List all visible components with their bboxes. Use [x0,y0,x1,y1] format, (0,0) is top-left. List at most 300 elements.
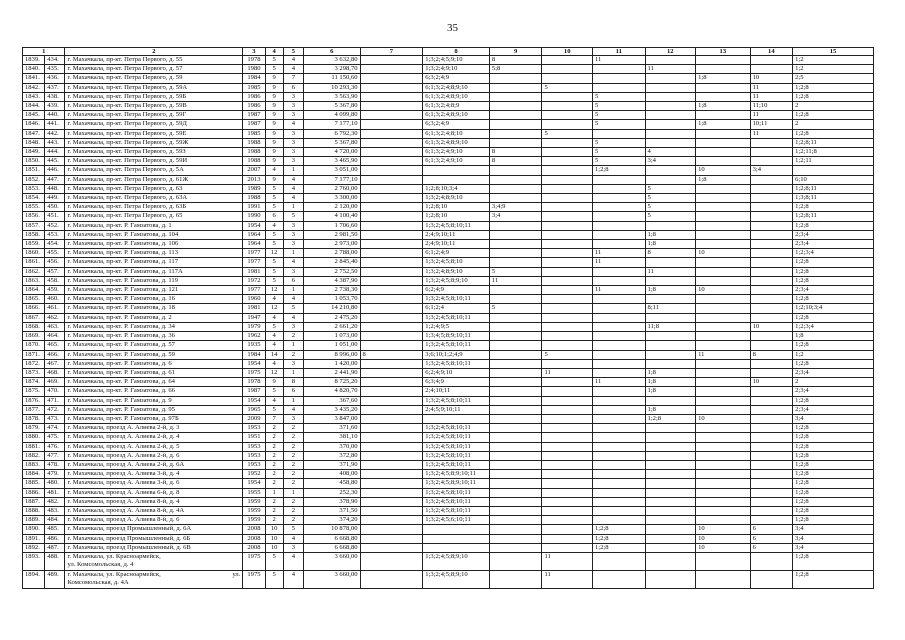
col8-cell: 1;3;2;4;5;8;10;11 [423,359,490,368]
col15-cell: 2;3;4 [793,405,874,414]
col7-cell [360,460,423,469]
col7-cell [360,332,423,341]
col12-cell [645,138,696,147]
row-number: 1883. [23,460,45,469]
col9-cell [489,83,542,92]
col15-cell: 1;8 [793,332,874,341]
table-row [23,65,874,74]
table-row [23,506,874,515]
floors-cell: 5 [265,194,283,203]
floors-cell: 12 [265,368,283,377]
area-cell: 371,50 [303,506,360,515]
col15-cell: 1;2;8 [793,276,874,285]
col8-cell: 1;2;8;10 [423,203,490,212]
year-cell: 1965 [243,405,265,414]
col8-cell: 1;3;2;4;5;8;9;10;11 [423,479,490,488]
col14-cell [750,424,792,433]
col8-cell: 1;3;2;4;5;8;10;11 [423,221,490,230]
col9-cell [489,194,542,203]
col14-cell [750,488,792,497]
col13-cell [696,65,751,74]
col11-cell [592,74,645,83]
col12-cell [645,74,696,83]
col13-cell [696,479,751,488]
col10-cell [542,65,593,74]
table-row [23,240,874,249]
address-cell: г. Махачкала, пр-кт. Р. Гамзатова, д. 36 [65,332,243,341]
address-cell: г. Махачкала, проезд Промышленный, д. 6А [65,525,243,534]
col9-cell [489,451,542,460]
col7-cell: 8 [360,350,423,359]
col11-cell: 5 [592,120,645,129]
address-cell: г. Махачкала, пр-кт. Петра Первого, д. 59З [65,148,243,157]
floors-cell: 9 [265,157,283,166]
item-number: 446. [45,166,65,175]
address-line-2: ул. Комсомольская, д. 4 [67,561,134,569]
col7-cell [360,516,423,525]
address-cell [65,570,243,588]
col9-cell [489,525,542,534]
item-number: 475. [45,433,65,442]
col10-cell: 5 [542,83,593,92]
col8-cell: 6;3;2;4;9 [423,120,490,129]
item-number: 443. [45,138,65,147]
floors-cell: 12 [265,304,283,313]
item-number: 442. [45,129,65,138]
col7-cell [360,120,423,129]
item-number: 474. [45,424,65,433]
col9-cell [489,359,542,368]
col9-cell [489,497,542,506]
col12-cell: 1;8 [645,240,696,249]
col7-cell [360,230,423,239]
address-cell: г. Махачкала, пр-кт. Р. Гамзатова, д. 6 [65,359,243,368]
col15-cell: 1;2;10;3;4 [793,304,874,313]
col12-cell: 11 [645,267,696,276]
col9-cell [489,460,542,469]
entrances-cell: 4 [283,65,303,74]
col10-cell [542,240,593,249]
col7-cell [360,313,423,322]
floors-cell: 9 [265,83,283,92]
col11-cell [592,516,645,525]
address-cell: г. Махачкала, пр-кт. Петра Первого, д. 59Е [65,129,243,138]
col15-cell: 1;2;8 [793,83,874,92]
col9-cell: 8 [489,157,542,166]
table-row [23,166,874,175]
col14-cell [750,433,792,442]
entrances-cell: 7 [283,74,303,83]
floors-cell: 4 [265,166,283,175]
col15-cell: 1;3;8;11 [793,194,874,203]
item-number: 468. [45,368,65,377]
area-cell: 7 177,10 [303,120,360,129]
col12-cell [645,313,696,322]
item-number: 439. [45,102,65,111]
table-row [23,378,874,387]
col8-cell: 6;1;3;2;4;8;9;10 [423,111,490,120]
table-row [23,313,874,322]
floors-cell: 7 [265,414,283,423]
address-cell: г. Махачкала, пр-кт. Петра Первого, д. 5А [65,166,243,175]
area-cell: 4 099,80 [303,111,360,120]
floors-cell: 10 [265,534,283,543]
col10-cell [542,92,593,101]
col14-cell: 11 [750,129,792,138]
col11-cell [592,506,645,515]
col10-cell [542,203,593,212]
col10-cell [542,396,593,405]
floors-cell: 5 [265,276,283,285]
year-cell: 2008 [243,534,265,543]
col15-cell: 1;2 [793,56,874,65]
col7-cell [360,304,423,313]
area-cell: 8 725,20 [303,378,360,387]
col8-cell: 6;3;2;4;9 [423,74,490,83]
address-cell: г. Махачкала, пр-кт. Р. Гамзатова, д. 117А [65,267,243,276]
area-cell: 2 475,20 [303,313,360,322]
entrances-cell: 4 [283,534,303,543]
year-cell: 1954 [243,396,265,405]
col12-cell [645,350,696,359]
entrances-cell: 1 [283,286,303,295]
year-cell: 1952 [243,470,265,479]
col12-cell [645,120,696,129]
address-cell: г. Махачкала, пр-кт. Петра Первого, д. 57 [65,65,243,74]
floors-cell: 5 [265,258,283,267]
col9-cell [489,286,542,295]
header-cell: 15 [793,48,874,56]
col8-cell: 1;3;2;4;5;8;10;11 [423,433,490,442]
area-cell: 3 563,90 [303,92,360,101]
col15-cell: 2;5 [793,74,874,83]
col7-cell [360,424,423,433]
col11-cell [592,230,645,239]
row-number: 1893. [23,552,45,570]
col14-cell [750,387,792,396]
col10-cell [542,359,593,368]
col11-cell [592,470,645,479]
col11-cell: 11 [592,286,645,295]
col15-cell: 1;2 [793,350,874,359]
year-cell: 1947 [243,313,265,322]
col9-cell: 3;4 [489,212,542,221]
col9-cell: 5 [489,304,542,313]
col14-cell [750,368,792,377]
col12-cell [645,332,696,341]
area-cell: 6 668,80 [303,543,360,552]
area-cell: 6 668,80 [303,534,360,543]
col11-cell: 11 [592,249,645,258]
area-cell: 378,90 [303,497,360,506]
entrances-cell: 2 [283,497,303,506]
col7-cell [360,102,423,111]
entrances-cell: 3 [283,92,303,101]
row-number: 1894. [23,570,45,588]
item-number: 482. [45,497,65,506]
col8-cell: 6;1;3;2;4;8;9;10 [423,138,490,147]
col9-cell: 5;8 [489,65,542,74]
col13-cell [696,240,751,249]
floors-cell: 9 [265,378,283,387]
col9-cell [489,414,542,423]
col8-cell: 2;4;10;11 [423,387,490,396]
header-cell: 12 [645,48,696,56]
area-cell: 1 706,60 [303,221,360,230]
col8-cell [423,534,490,543]
col13-cell [696,276,751,285]
area-cell: 8 996,00 [303,350,360,359]
entrances-cell: 2 [283,332,303,341]
address-cell: г. Махачкала, пр-кт. Петра Первого, д. 59А [65,83,243,92]
col8-cell: 1;3;2;4;5;8;10;11 [423,506,490,515]
col15-cell: 3;4 [793,525,874,534]
area-cell: 372,80 [303,451,360,460]
col10-cell [542,148,593,157]
table-row [23,267,874,276]
item-number: 461. [45,304,65,313]
col11-cell [592,221,645,230]
address-cell: г. Махачкала, пр-кт. Р. Гамзатова, д. 119 [65,276,243,285]
address-cell: г. Махачкала, пр-кт. Р. Гамзатова, д. 61 [65,368,243,377]
item-number: 473. [45,414,65,423]
col10-cell [542,194,593,203]
col13-cell [696,506,751,515]
col15-cell: 1;2;8 [793,129,874,138]
header-cell: 11 [592,48,645,56]
col12-cell: 5 [645,203,696,212]
table-row [23,350,874,359]
col12-cell [645,460,696,469]
area-cell: 6 792,30 [303,129,360,138]
col9-cell [489,184,542,193]
col11-cell [592,368,645,377]
table-row [23,138,874,147]
floors-cell: 9 [265,74,283,83]
col11-cell: 5 [592,157,645,166]
col11-cell: 1;2;8 [592,166,645,175]
col7-cell [360,525,423,534]
col8-cell: 1;3;2;4;5;8;10;11 [423,488,490,497]
col11-cell [592,497,645,506]
col15-cell: 6;10 [793,175,874,184]
col9-cell: 8 [489,56,542,65]
row-number: 1888. [23,506,45,515]
col9-cell: 8 [489,148,542,157]
area-cell: 2 845,40 [303,258,360,267]
entrances-cell: 2 [283,460,303,469]
item-number: 472. [45,405,65,414]
col15-cell: 1;2;8 [793,570,874,588]
col11-cell [592,424,645,433]
col12-cell [645,102,696,111]
col8-cell: 1;3;2;4;8;9;10 [423,194,490,203]
col10-cell [542,111,593,120]
table-row [23,552,874,570]
floors-cell: 5 [265,405,283,414]
address-cell: г. Махачкала, пр-кт. Р. Гамзатова, д. 97Б [65,414,243,423]
col9-cell [489,230,542,239]
row-number: 1861. [23,258,45,267]
area-cell: 4 720,00 [303,148,360,157]
col15-cell: 1;2;8 [793,92,874,101]
table-row [23,111,874,120]
col14-cell [750,313,792,322]
col15-cell: 1;2;8 [793,424,874,433]
col9-cell: 5 [489,267,542,276]
col12-cell [645,92,696,101]
address-cell: г. Махачкала, проезд А. Алиева 2-й, д. 5 [65,442,243,451]
col15-cell: 1;2;8 [793,396,874,405]
area-cell: 374,20 [303,516,360,525]
col13-cell: 10 [696,166,751,175]
item-number: 455. [45,249,65,258]
col7-cell [360,240,423,249]
row-number: 1869. [23,332,45,341]
year-cell: 1964 [243,240,265,249]
floors-cell: 9 [265,138,283,147]
row-number: 1885. [23,479,45,488]
year-cell: 1978 [243,378,265,387]
item-number: 449. [45,194,65,203]
col14-cell: 11;10 [750,102,792,111]
col7-cell [360,111,423,120]
area-cell: 2 981,50 [303,230,360,239]
col14-cell [750,230,792,239]
col10-cell [542,433,593,442]
col7-cell [360,184,423,193]
col8-cell: 6;2;4;9 [423,286,490,295]
col13-cell [696,258,751,267]
entrances-cell: 1 [283,396,303,405]
col9-cell [489,175,542,184]
col13-cell [696,157,751,166]
address-cell: г. Махачкала, пр-кт. Р. Гамзатова, д. 106 [65,240,243,249]
col7-cell [360,341,423,350]
col7-cell [360,359,423,368]
col13-cell [696,359,751,368]
floors-cell: 9 [265,102,283,111]
col13-cell [696,221,751,230]
area-cell: 3 660,00 [303,552,360,570]
item-number: 476. [45,442,65,451]
col8-cell: 1;3;2;4;5;8;9;10 [423,552,490,570]
floors-cell: 9 [265,111,283,120]
floors-cell: 5 [265,552,283,570]
col13-cell [696,129,751,138]
col7-cell [360,92,423,101]
col7-cell [360,387,423,396]
col8-cell: 1;3;2;4;5;8;10 [423,258,490,267]
col8-cell: 1;3;2;4;5;8;10;11 [423,442,490,451]
header-cell: 6 [303,48,360,56]
entrances-cell: 8 [283,378,303,387]
col13-cell [696,451,751,460]
col9-cell [489,322,542,331]
area-cell: 4 820,70 [303,387,360,396]
item-number: 457. [45,267,65,276]
entrances-cell: 3 [283,267,303,276]
col12-cell: 1;8 [645,230,696,239]
col11-cell [592,433,645,442]
col14-cell [750,552,792,570]
year-cell: 1954 [243,359,265,368]
col10-cell [542,313,593,322]
entrances-cell: 3 [283,240,303,249]
col8-cell: 2;4;9;10;11 [423,240,490,249]
address-line-1: г. Махачкала, ул. Красноармейск, [67,570,161,578]
year-cell: 1959 [243,497,265,506]
floors-cell: 5 [265,240,283,249]
year-cell: 1954 [243,479,265,488]
floors-cell: 2 [265,424,283,433]
col13-cell: 10 [696,525,751,534]
year-cell: 2007 [243,166,265,175]
col12-cell [645,534,696,543]
col9-cell [489,258,542,267]
area-cell: 252,30 [303,488,360,497]
col13-cell [696,516,751,525]
col13-cell [696,304,751,313]
address-cell: г. Махачкала, проезд А. Алиева 8-й, д. 6 [65,516,243,525]
floors-cell: 4 [265,396,283,405]
col13-cell [696,552,751,570]
year-cell: 1988 [243,138,265,147]
year-cell: 1951 [243,433,265,442]
address-cell: г. Махачкала, пр-кт. Р. Гамзатова, д. 104 [65,230,243,239]
year-cell: 1989 [243,184,265,193]
area-cell: 3 298,70 [303,65,360,74]
col15-cell: 2;3;4 [793,240,874,249]
area-cell: 5 367,80 [303,102,360,111]
year-cell: 1953 [243,424,265,433]
col10-cell [542,378,593,387]
table-row [23,129,874,138]
col14-cell [750,506,792,515]
area-cell: 1 420,00 [303,359,360,368]
entrances-cell: 2 [283,506,303,515]
area-cell: 2 788,00 [303,249,360,258]
col15-cell: 2 [793,120,874,129]
col10-cell [542,341,593,350]
floors-cell: 9 [265,92,283,101]
floors-cell: 9 [265,120,283,129]
area-cell: 458,80 [303,479,360,488]
col15-cell: 1;2;8 [793,516,874,525]
col10-cell [542,102,593,111]
col15-cell: 1;2;8 [793,451,874,460]
row-number: 1878. [23,414,45,423]
table-row [23,359,874,368]
col10-cell [542,249,593,258]
col9-cell [489,249,542,258]
col8-cell: 1;3;2;4;5;8;10;11 [423,313,490,322]
col15-cell: 1;2;8 [793,221,874,230]
item-number: 459. [45,286,65,295]
col9-cell [489,120,542,129]
col11-cell [592,552,645,570]
col8-cell: 2;4;5;9;10;11 [423,405,490,414]
col11-cell [592,194,645,203]
col12-cell [645,221,696,230]
table-row [23,460,874,469]
table-row [23,276,874,285]
col14-cell [750,414,792,423]
entrances-cell: 2 [283,470,303,479]
col13-cell [696,111,751,120]
row-number: 1842. [23,83,45,92]
table-row [23,442,874,451]
